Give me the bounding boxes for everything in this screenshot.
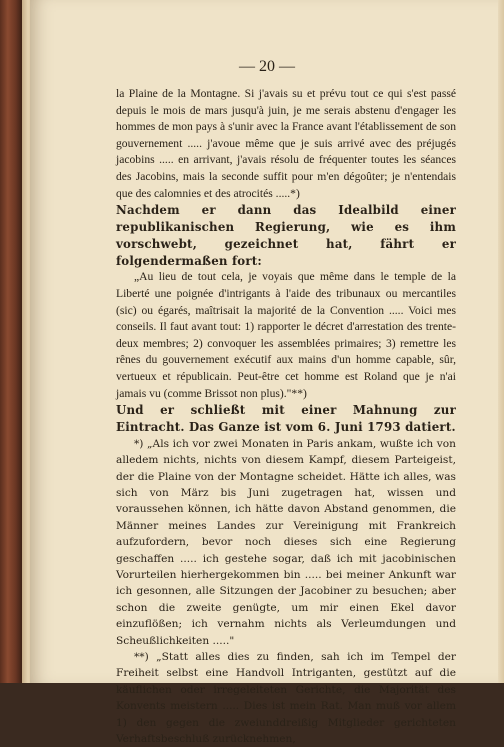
footnote-1: *) „Als ich vor zwei Monaten in Paris ankam, wußte ich von alledem nichts, nichts von diesem Kampf, diesem Parteigeist, der die Plaine von der Montagne scheidet. Hätte ich alles, was sich von März bis Juni zugetragen hat, wissen und voraussehen können, ich hätte davon Abstand genommen, die Männer meines Landes zur Vereinigung mit Frankreich aufzufordern, bevor noch dieses sich eine Regierung geschaffen ..... ich gestehe sogar, daß ich mit jacobinischen Vorurteilen hierhergekommen bin ..... bei meiner Ankunft war ich gesonnen, alle Sitzungen der Jacobiner zu besuchen; aber schon die zweite genügte, um mir einen Ekel davor einzuflößen; ich vernahm nichts als Verleumdungen und Scheußlichkeiten ....." (116, 437, 456, 647)
book-page (30, 0, 504, 745)
page-number: — 20 — (239, 58, 295, 75)
french-quote-paragraph: la Plaine de la Montagne. Si j'avais su et prévu tout ce qui s'est passé depuis le mois de mars jusqu'à juin, je me serais abstenu d'engager les hommes de mon pays à s'unir avec la France avant l'établissement de son gouvernement ..... j'avoue même que je suis arrivé avec des préjugés jacobins ..... en arrivant, j'avais résolu de fréquenter toutes les séances des Jacobins, mais la seconde suffit pour m'en dégoûter; je n'entendais que des calomnies et des atrocités .....*) (116, 87, 456, 200)
page-body (116, 86, 456, 747)
footnote-2: **) „Statt alles dies zu finden, sah ich im Tempel der Freiheit selbst eine Handvoll Intriganten, gestützt auf die käuflichen oder irregeleiteten Gerichte, die Majorität des Konvents meistern ..... Dies ist mein Rat. Man muß vor allem 1) den gegen die zweiunddreißig Mitglieder gerichteten Verhaftsbeschluß zurücknehmen, (116, 650, 456, 745)
page-right-edge (498, 0, 504, 683)
german-paragraph-2: Und er schließt mit einer Mahnung zur Eintracht. Das Ganze ist vom 6. Juni 1793 datiert. (116, 403, 456, 434)
german-paragraph: Nachdem er dann das Idealbild einer republikanischen Regierung, wie es ihm vorschwebt, gezeichnet hat, fährt er folgendermaßen fort: (116, 203, 456, 268)
french-quote-paragraph-2: „Au lieu de tout cela, je voyais que même dans le temple de la Liberté une poignée d'intrigants à l'aide des tribunaux ou mercantiles (sic) ou égarés, maîtrisait la majorité de la Convention ..... Voici mes conseils. Il faut avant tout: 1) rapporter le décret d'arrestation des trente-deux membres; 2) convoquer les assemblées primaires; 3) remettre les rênes du gouvernement exécutif aux mains d'un homme capable, sûr, vertueux et républicain. Peut-être cet homme est Roland que je n'ai jamais vu (comme Brissot non plus)."**) (116, 270, 456, 400)
book-spine (0, 0, 22, 683)
